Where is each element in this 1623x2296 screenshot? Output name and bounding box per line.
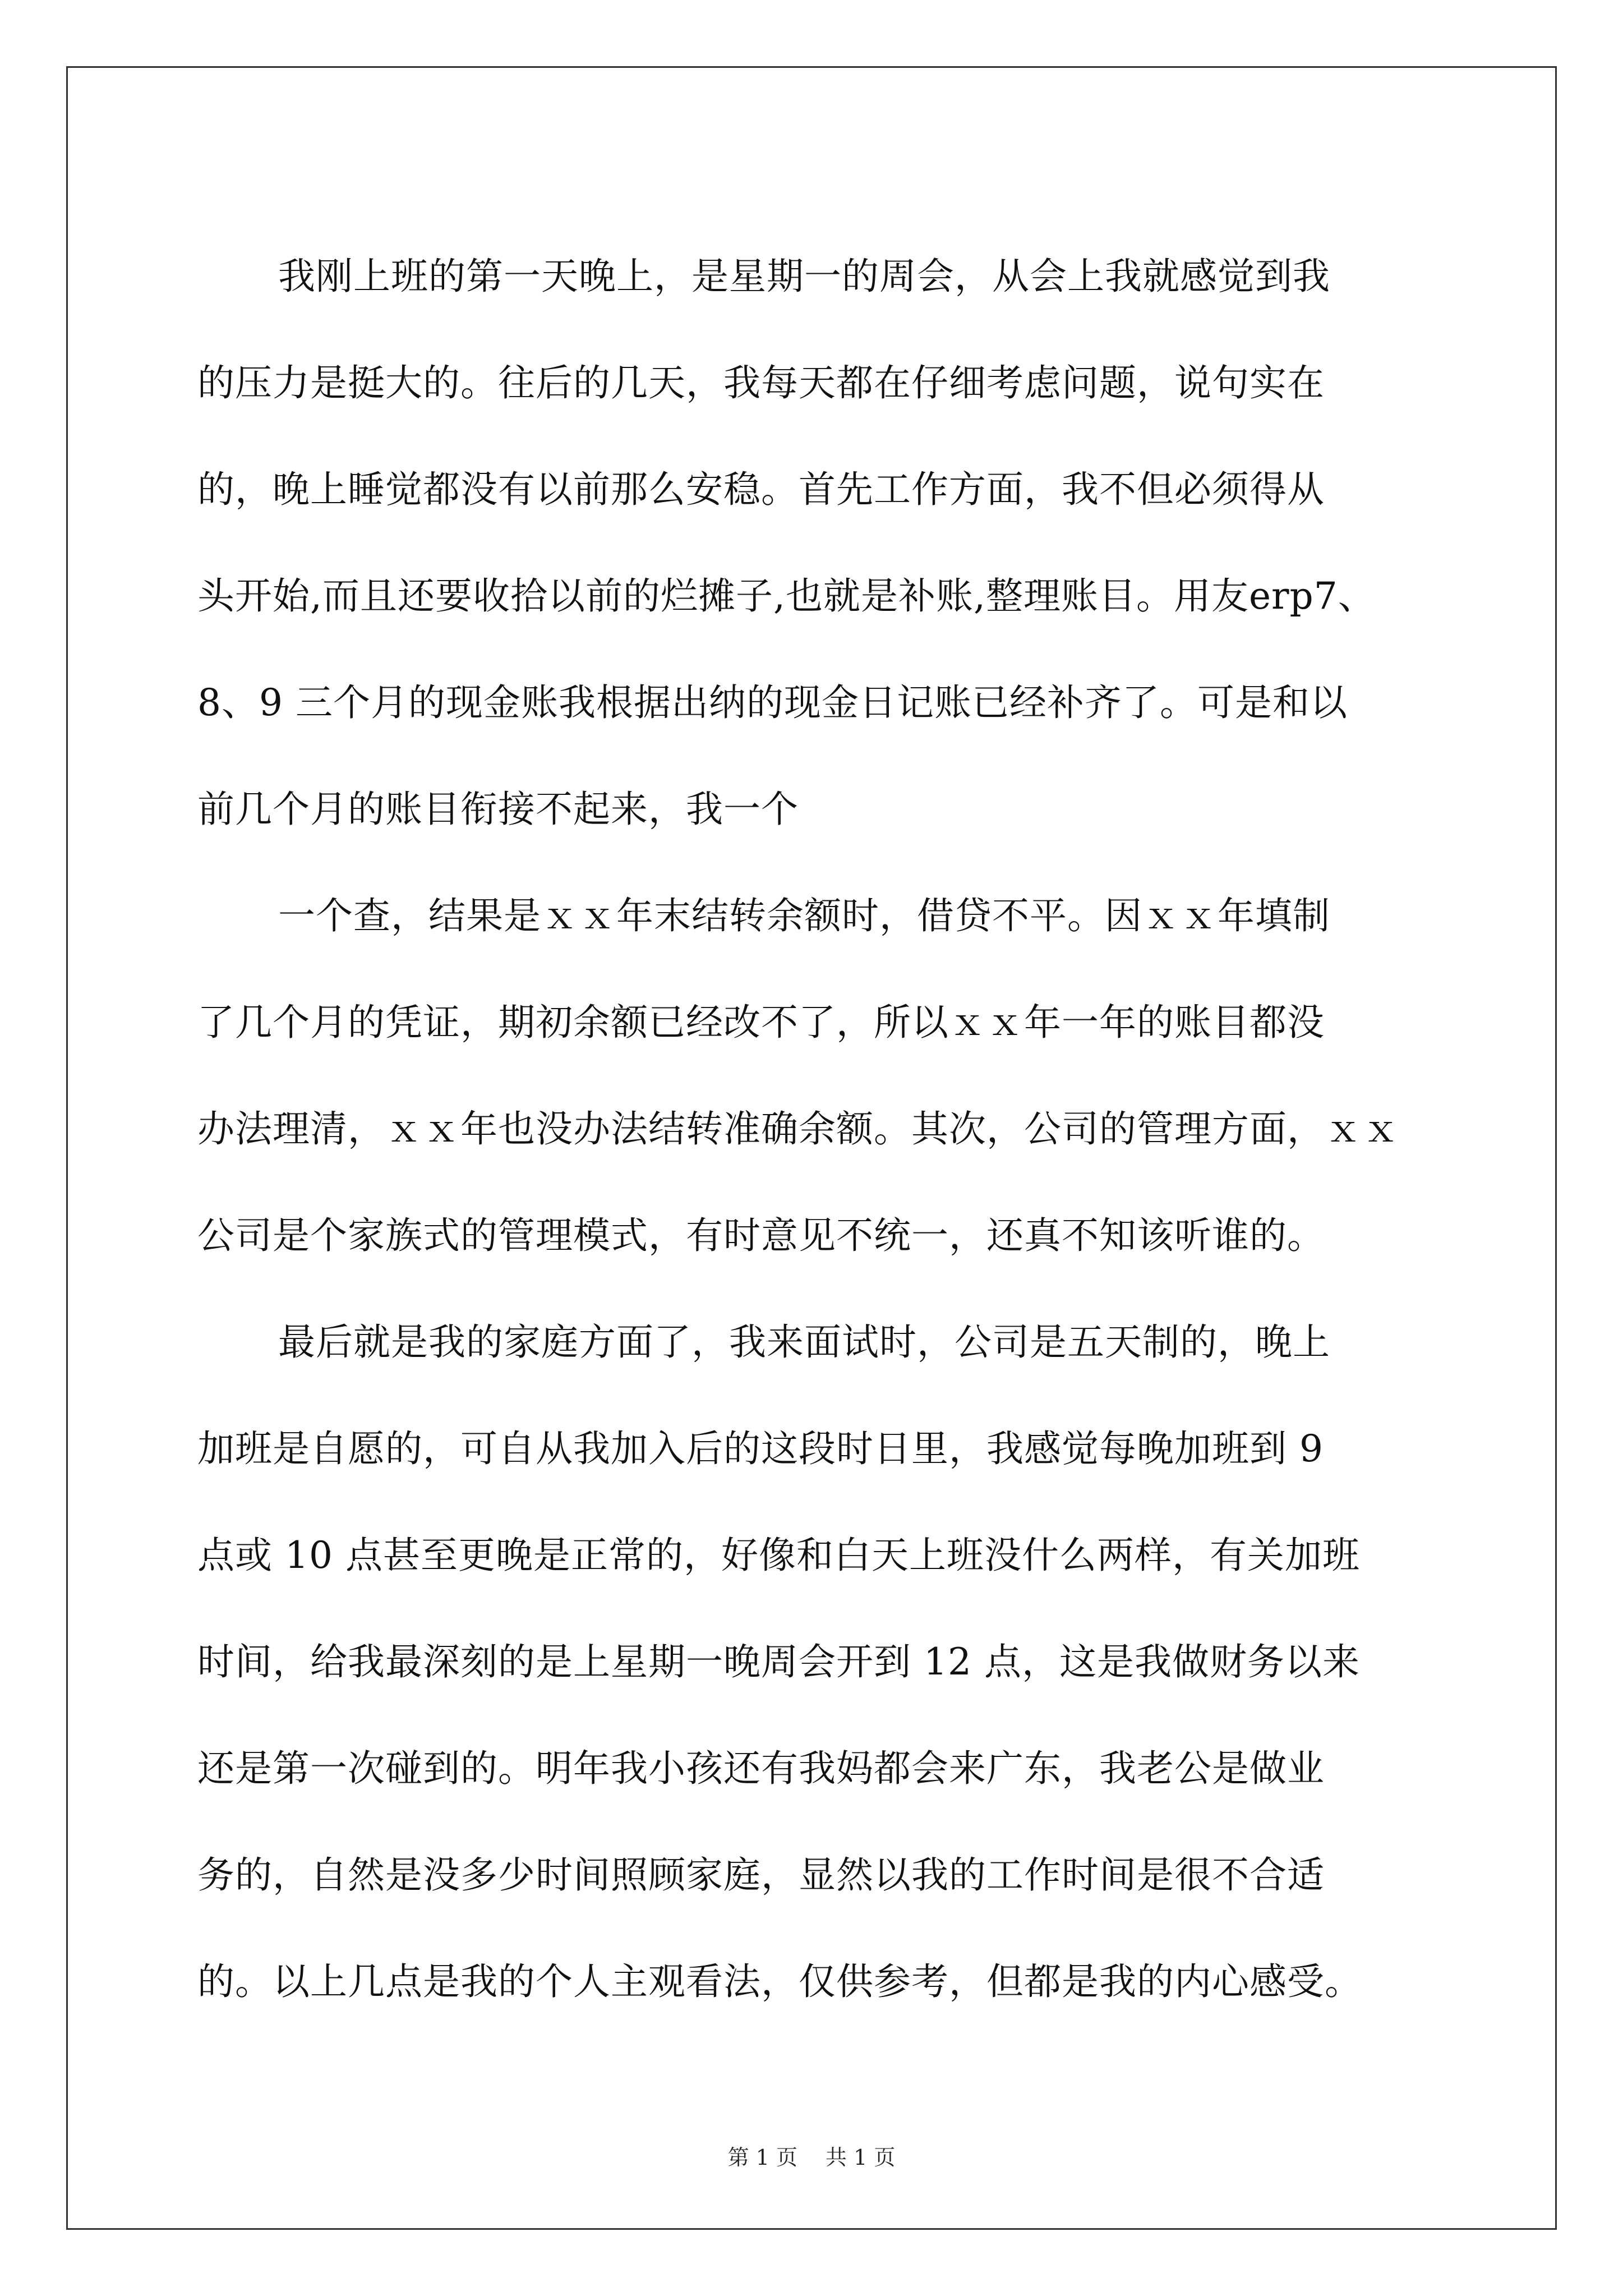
text-line: 时间，给我最深刻的是上星期一晚周会开到 12 点，这是我做财务以来 <box>197 1640 1360 1683</box>
text-line: 办法理清，ｘｘ年也没办法结转准确余额。其次，公司的管理方面，ｘｘ <box>197 1107 1400 1151</box>
text-line: 最后就是我的家庭方面了，我来面试时，公司是五天制的，晚上 <box>278 1320 1330 1364</box>
page-number: 第 1 页 <box>727 2145 797 2170</box>
text-line: 一个查，结果是ｘｘ年末结转余额时，借贷不平。因ｘｘ年填制 <box>278 894 1330 937</box>
text-line: 的，晚上睡觉都没有以前那么安稳。首先工作方面，我不但必须得从 <box>197 468 1325 511</box>
text-line: 点或 10 点甚至更晚是正常的，好像和白天上班没什么两样，有关加班 <box>197 1534 1360 1577</box>
text-line: 务的，自然是没多少时间照顾家庭，显然以我的工作时间是很不合适 <box>197 1853 1325 1897</box>
text-line: 的。以上几点是我的个人主观看法，仅供参考，但都是我的内心感受。 <box>197 1960 1362 2003</box>
text-line: 头开始,而且还要收拾以前的烂摊子,也就是补账,整理账目。用友erp7、 <box>197 574 1376 618</box>
text-line: 了几个月的凭证，期初余额已经改不了，所以ｘｘ年一年的账目都没 <box>197 1001 1325 1044</box>
text-line: 8、9 三个月的现金账我根据出纳的现金日记账已经补齐了。可是和以 <box>197 681 1348 724</box>
text-line: 加班是自愿的，可自从我加入后的这段时日里，我感觉每晚加班到 9 <box>197 1427 1324 1470</box>
text-line: 的压力是挺大的。往后的几天，我每天都在仔细考虑问题，说句实在 <box>197 361 1325 404</box>
text-line: 前几个月的账目衔接不起来，我一个 <box>197 788 799 831</box>
text-line: 公司是个家族式的管理模式，有时意见不统一，还真不知该听谁的。 <box>197 1214 1325 1257</box>
text-line: 我刚上班的第一天晚上，是星期一的周会，从会上我就感觉到我 <box>278 255 1330 298</box>
page-total: 共 1 页 <box>826 2145 896 2170</box>
document-body <box>197 223 1426 2035</box>
text-line: 还是第一次碰到的。明年我小孩还有我妈都会来广东，我老公是做业 <box>197 1747 1325 1790</box>
page-footer <box>0 2140 1623 2171</box>
